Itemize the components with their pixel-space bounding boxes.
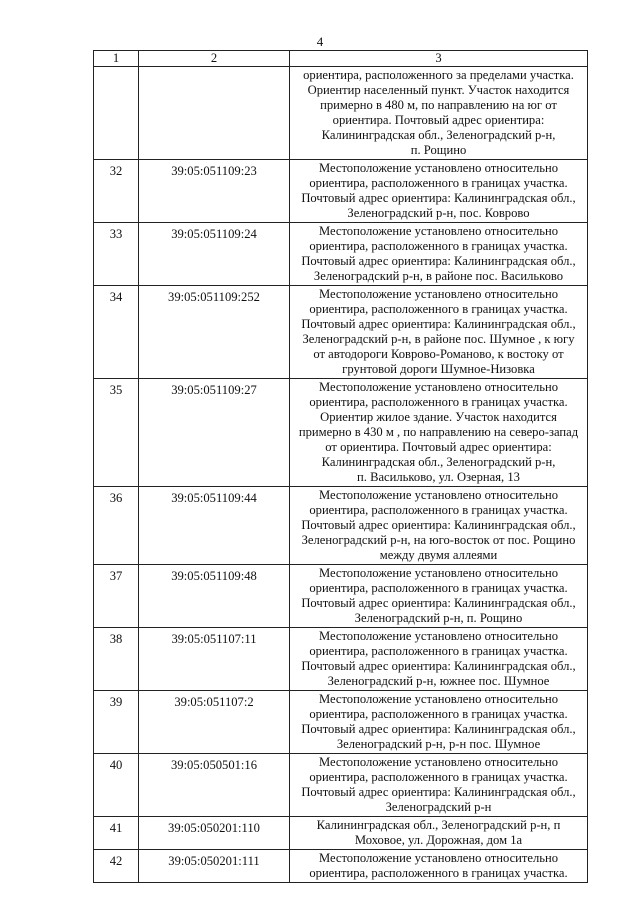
description-line: Местоположение установлено относительно [318, 566, 559, 580]
description-line: Местоположение установлено относительно [318, 692, 559, 706]
row-number: 33 [94, 223, 139, 286]
description-line: Зеленоградский р-н, р-н пос. Шумное [336, 737, 541, 751]
parcels-table [93, 50, 588, 883]
description-line: Местоположение установлено относительно [318, 755, 559, 769]
row-number: 32 [94, 160, 139, 223]
description-line: Местоположение установлено относительно [318, 161, 559, 175]
description-line: Почтовый адрес ориентира: Калининградская обл., [301, 518, 576, 532]
row-number: 38 [94, 628, 139, 691]
description-line: ориентира, расположенного в границах участка. [309, 644, 568, 658]
description-line: ориентира, расположенного в границах участка. [309, 866, 568, 880]
description-line: Почтовый адрес ориентира: Калининградская обл., [301, 722, 576, 736]
description-line: п. Васильково, ул. Озерная, 13 [357, 470, 520, 484]
location-description [290, 817, 588, 850]
description-line: Калининградская обл., Зеленоградский р-н, [321, 128, 556, 142]
description-line: Местоположение установлено относительно [318, 488, 559, 502]
description-line: ориентира. Почтовый адрес ориентира: [332, 113, 545, 127]
description-line: Местоположение установлено относительно [318, 629, 559, 643]
table-row [94, 379, 588, 487]
cadastral-number: 39:05:051109:44 [139, 487, 290, 565]
cadastral-number: 39:05:050201:111 [139, 850, 290, 883]
description-line: ориентира, расположенного в границах участка. [309, 707, 568, 721]
cadastral-number: 39:05:051109:48 [139, 565, 290, 628]
description-line: Ориентир населенный пункт. Участок находится [307, 83, 570, 97]
location-description [290, 67, 588, 160]
location-description [290, 850, 588, 883]
cadastral-number: 39:05:051107:11 [139, 628, 290, 691]
description-line: Почтовый адрес ориентира: Калининградская обл., [301, 596, 576, 610]
cadastral-number: 39:05:051109:23 [139, 160, 290, 223]
header-col-2: 2 [139, 51, 290, 67]
header-col-1: 1 [94, 51, 139, 67]
cadastral-number: 39:05:051109:24 [139, 223, 290, 286]
table-row [94, 286, 588, 379]
cadastral-number: 39:05:051107:2 [139, 691, 290, 754]
cadastral-number: 39:05:050501:16 [139, 754, 290, 817]
description-line: Зеленоградский р-н, в районе пос. Васильково [313, 269, 564, 283]
table-row [94, 565, 588, 628]
description-line: ориентира, расположенного в границах участка. [309, 239, 568, 253]
row-number: 39 [94, 691, 139, 754]
description-line: Местоположение установлено относительно [318, 380, 559, 394]
description-line: между двумя аллеями [379, 548, 498, 562]
table-row [94, 817, 588, 850]
table-row [94, 628, 588, 691]
cadastral-number [139, 67, 290, 160]
description-line: Местоположение установлено относительно [318, 287, 559, 301]
description-line: Почтовый адрес ориентира: Калининградская обл., [301, 785, 576, 799]
description-line: примерно в 430 м , по направлению на северо-запад [298, 425, 579, 439]
description-line: Зеленоградский р-н [385, 800, 492, 814]
description-line: ориентира, расположенного в границах участка. [309, 503, 568, 517]
page-number: 4 [316, 34, 324, 49]
description-line: ориентира, расположенного в границах участка. [309, 581, 568, 595]
description-line: ориентира, расположенного в границах участка. [309, 395, 568, 409]
location-description [290, 565, 588, 628]
table-row [94, 754, 588, 817]
description-line: от ориентира. Почтовый адрес ориентира: [325, 440, 552, 454]
row-number: 40 [94, 754, 139, 817]
location-description [290, 487, 588, 565]
row-number [94, 67, 139, 160]
description-line: Зеленоградский р-н, на юго-восток от пос. Рощино [301, 533, 576, 547]
description-line: Зеленоградский р-н, южнее пос. Шумное [327, 674, 550, 688]
description-line: Ориентир жилое здание. Участок находится [320, 410, 557, 424]
description-line: от автодороги Коврово-Романово, к востоку от [313, 347, 564, 361]
table-row [94, 487, 588, 565]
cadastral-number: 39:05:050201:110 [139, 817, 290, 850]
table-body [94, 67, 588, 883]
description-line: Зеленоградский р-н, п. Рощино [354, 611, 523, 625]
description-line: Зеленоградский р-н, пос. Коврово [347, 206, 530, 220]
table-row [94, 160, 588, 223]
row-number: 34 [94, 286, 139, 379]
row-number: 36 [94, 487, 139, 565]
location-description [290, 628, 588, 691]
cadastral-number: 39:05:051109:252 [139, 286, 290, 379]
table-row [94, 850, 588, 883]
location-description [290, 754, 588, 817]
description-line: Почтовый адрес ориентира: Калининградская обл., [301, 254, 576, 268]
location-description [290, 286, 588, 379]
row-number: 35 [94, 379, 139, 487]
description-line: ориентира, расположенного в границах участка. [309, 770, 568, 784]
cadastral-number: 39:05:051109:27 [139, 379, 290, 487]
description-line: Зеленоградский р-н, в районе пос. Шумное , к югу [302, 332, 575, 346]
location-description [290, 223, 588, 286]
description-line: Моховое, ул. Дорожная, дом 1а [354, 833, 523, 847]
description-line: Местоположение установлено относительно [318, 224, 559, 238]
row-number: 42 [94, 850, 139, 883]
table-row [94, 223, 588, 286]
description-line: Почтовый адрес ориентира: Калининградская обл., [301, 659, 576, 673]
header-col-3: 3 [290, 51, 588, 67]
description-line: Почтовый адрес ориентира: Калининградская обл., [301, 317, 576, 331]
description-line: ориентира, расположенного в границах участка. [309, 302, 568, 316]
table-header [94, 51, 588, 67]
location-description [290, 160, 588, 223]
description-line: Калининградская обл., Зеленоградский р-н, [321, 455, 556, 469]
description-line: Местоположение установлено относительно [318, 851, 559, 865]
description-line: ориентира, расположенного за пределами участка. [303, 68, 574, 82]
description-line: примерно в 480 м, по направлению на юг от [320, 98, 557, 112]
table-row [94, 691, 588, 754]
row-number: 41 [94, 817, 139, 850]
description-line: п. Рощино [410, 143, 467, 157]
description-line: ориентира, расположенного в границах участка. [309, 176, 568, 190]
description-line: Калининградская обл., Зеленоградский р-н, п [316, 818, 561, 832]
row-number: 37 [94, 565, 139, 628]
description-line: грунтовой дороги Шумное-Низовка [342, 362, 535, 376]
location-description [290, 691, 588, 754]
location-description [290, 379, 588, 487]
table-row [94, 67, 588, 160]
description-line: Почтовый адрес ориентира: Калининградская обл., [301, 191, 576, 205]
